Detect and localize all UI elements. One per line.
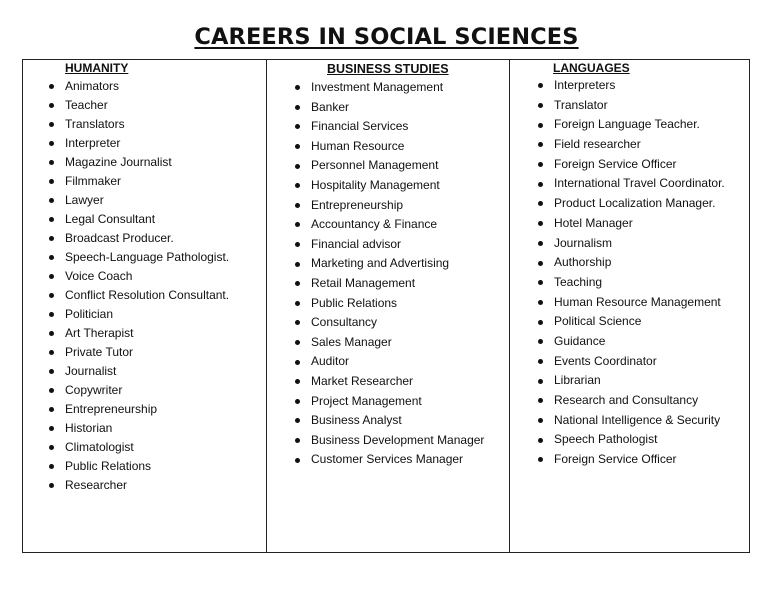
list-item-label: Banker [311,99,350,114]
column-languages [509,60,749,552]
list-item-label: Project Management [311,393,422,408]
list-item-label: Personnel Management [311,158,439,173]
list-item-label: Translators [65,117,125,131]
bullet-icon [295,379,300,384]
bullet-icon [295,164,300,169]
bullet-icon [49,217,54,222]
bullet-icon [538,379,543,384]
list-item-label: Marketing and Advertising [311,256,450,271]
bullet-icon [538,241,543,246]
list-item [267,117,484,137]
list-item-label: Magazine Journalist [65,155,172,169]
list-item-label: Entrepreneurship [311,197,404,212]
list-item-label: Market Researcher [311,373,414,388]
list-item [23,324,229,343]
bullet-icon [49,255,54,260]
bullet-icon [538,103,543,108]
list-item-label: National Intelligence & Security [554,412,721,427]
list-item [510,135,725,155]
bullet-icon [538,162,543,167]
bullet-icon [49,160,54,165]
list-item [23,400,229,419]
list-item [510,155,725,175]
list-item [510,234,725,254]
list-item [510,391,725,411]
bullet-icon [538,83,543,88]
list-item-label: Private Tutor [65,345,134,359]
list-item-label: Accountancy & Finance [311,217,438,232]
bullet-icon [295,242,300,247]
list-item [267,196,484,216]
column-humanity [23,60,266,552]
list-item [23,210,229,229]
list-item-label: Legal Consultant [65,212,156,226]
list-item [510,253,725,273]
list-item-label: Consultancy [311,315,378,330]
bullet-icon [295,438,300,443]
bullet-icon [49,483,54,488]
bullet-icon [49,141,54,146]
list-item [510,450,725,470]
list-item-label: Financial advisor [311,236,402,251]
list-item [23,305,229,324]
list-item [267,352,484,372]
list-item [267,372,484,392]
list-item-label: Field researcher [554,137,641,152]
bullet-icon [49,426,54,431]
list-item [267,431,484,451]
list-item [23,343,229,362]
list-item [510,371,725,391]
list-item [510,312,725,332]
bullet-icon [538,123,543,128]
column-heading-languages: LANGUAGES [553,61,630,75]
list-item [267,156,484,176]
bullet-icon [295,418,300,423]
list-item-label: Lawyer [65,193,104,207]
bullet-icon [538,457,543,462]
list-item-label: Politician [65,307,114,321]
list-item [267,78,484,98]
bullet-icon [295,340,300,345]
list-item-label: Climatologist [65,440,134,454]
list-item-label: Auditor [311,354,350,369]
bullet-icon [49,464,54,469]
bullet-icon [538,261,543,266]
list-item [23,191,229,210]
list-item-label: Foreign Service Officer [554,156,677,171]
bullet-icon [49,369,54,374]
list-item-label: Filmmaker [65,174,121,188]
list-item-label: Conflict Resolution Consultant. [65,288,230,302]
list-item-label: Speech Pathologist [554,432,658,447]
bullet-icon [49,407,54,412]
list-item-label: Business Analyst [311,413,402,428]
list-item [267,274,484,294]
list-item [23,362,229,381]
bullet-icon [295,183,300,188]
list-item-label: Hotel Manager [554,215,633,230]
list-item [23,153,229,172]
list-item [267,313,484,333]
list-item-label: Copywriter [65,383,123,397]
list-item [510,411,725,431]
list-item-label: Sales Manager [311,334,392,349]
list-item [510,194,725,214]
list-item-label: Foreign Language Teacher. [554,117,700,132]
bullet-icon [295,360,300,365]
list-item [23,267,229,286]
bullet-icon [538,300,543,305]
bullet-icon [295,222,300,227]
bullet-icon [538,201,543,206]
bullet-icon [295,105,300,110]
list-item [510,174,725,194]
list-item [267,333,484,353]
list-item [267,450,484,470]
list-item-label: Translator [554,97,608,112]
list-item [23,229,229,248]
list-item-label: Hospitality Management [311,177,440,192]
list-item-label: Journalist [65,364,117,378]
bullet-icon [295,301,300,306]
list-item-label: Interpreter [65,136,121,150]
list-item [267,411,484,431]
list-item-label: Business Development Manager [311,432,485,447]
bullet-icon [49,445,54,450]
careers-table [22,59,750,553]
list-item [23,476,229,495]
list-item [23,286,229,305]
bullet-icon [295,144,300,149]
list-item-label: Historian [65,421,113,435]
bullet-icon [49,103,54,108]
bullet-icon [295,262,300,267]
column-heading-business-studies: BUSINESS STUDIES [327,62,449,76]
list-item-label: Librarian [554,373,601,388]
bullet-icon [49,236,54,241]
bullet-icon [538,398,543,403]
list-item [23,457,229,476]
list-item [267,294,484,314]
list-item-label: Speech-Language Pathologist. [65,250,230,264]
list-item-label: Teaching [554,274,603,289]
bullet-icon [538,418,543,423]
list-item-label: Financial Services [311,119,409,134]
list-item-label: Broadcast Producer. [65,231,174,245]
column-business-studies [266,60,509,552]
list-item [23,381,229,400]
bullet-icon [49,331,54,336]
list-item-label: Product Localization Manager. [554,196,716,211]
list-item [510,293,725,313]
list-item [510,332,725,352]
bullet-icon [49,293,54,298]
list-item [23,248,229,267]
list-item [267,137,484,157]
list-item-label: Journalism [554,235,613,250]
bullet-icon [49,388,54,393]
list-item [267,235,484,255]
list-item-label: Art Therapist [65,326,134,340]
career-list-languages [510,76,725,470]
list-item-label: Foreign Service Officer [554,452,677,467]
list-item-label: Customer Services Manager [311,452,464,467]
bullet-icon [538,320,543,325]
list-item [267,215,484,235]
list-item [510,430,725,450]
bullet-icon [538,339,543,344]
list-item-label: Voice Coach [65,269,133,283]
list-item [23,77,229,96]
bullet-icon [49,122,54,127]
page-title: CAREERS IN SOCIAL SCIENCES [194,24,579,50]
list-item-label: Teacher [65,98,108,112]
list-item [23,438,229,457]
bullet-icon [538,182,543,187]
bullet-icon [49,84,54,89]
bullet-icon [538,359,543,364]
bullet-icon [295,399,300,404]
bullet-icon [295,124,300,129]
list-item-label: Political Science [554,314,642,329]
bullet-icon [538,142,543,147]
bullet-icon [295,203,300,208]
list-item [23,134,229,153]
list-item-label: Human Resource Management [554,294,721,309]
career-list-humanity [23,77,229,495]
list-item [510,96,725,116]
list-item [267,176,484,196]
bullet-icon [49,179,54,184]
list-item [510,115,725,135]
list-item [510,76,725,96]
bullet-icon [49,312,54,317]
career-list-business-studies [267,78,484,470]
bullet-icon [295,281,300,286]
list-item-label: Authorship [554,255,612,270]
bullet-icon [49,198,54,203]
bullet-icon [538,438,543,443]
list-item-label: Human Resource [311,138,405,153]
bullet-icon [538,221,543,226]
list-item [23,115,229,134]
list-item-label: Public Relations [65,459,152,473]
list-item [23,96,229,115]
list-item-label: Guidance [554,333,606,348]
bullet-icon [538,280,543,285]
list-item-label: Interpreters [554,78,616,92]
list-item-label: Entrepreneurship [65,402,158,416]
list-item [23,172,229,191]
list-item-label: International Travel Coordinator. [554,176,725,191]
bullet-icon [295,458,300,463]
list-item-label: Animators [65,79,120,93]
list-item-label: Research and Consultancy [554,393,699,407]
list-item-label: Retail Management [311,275,416,290]
list-item-label: Public Relations [311,295,398,310]
list-item [510,273,725,293]
bullet-icon [49,350,54,355]
bullet-icon [295,320,300,325]
bullet-icon [295,85,300,90]
list-item-label: Investment Management [311,80,444,94]
list-item [510,352,725,372]
column-heading-humanity: HUMANITY [65,61,129,75]
list-item [510,214,725,234]
bullet-icon [49,274,54,279]
list-item [267,98,484,118]
list-item-label: Events Coordinator [554,353,657,368]
list-item-label: Researcher [65,478,128,492]
list-item [267,254,484,274]
list-item [267,392,484,412]
list-item [23,419,229,438]
